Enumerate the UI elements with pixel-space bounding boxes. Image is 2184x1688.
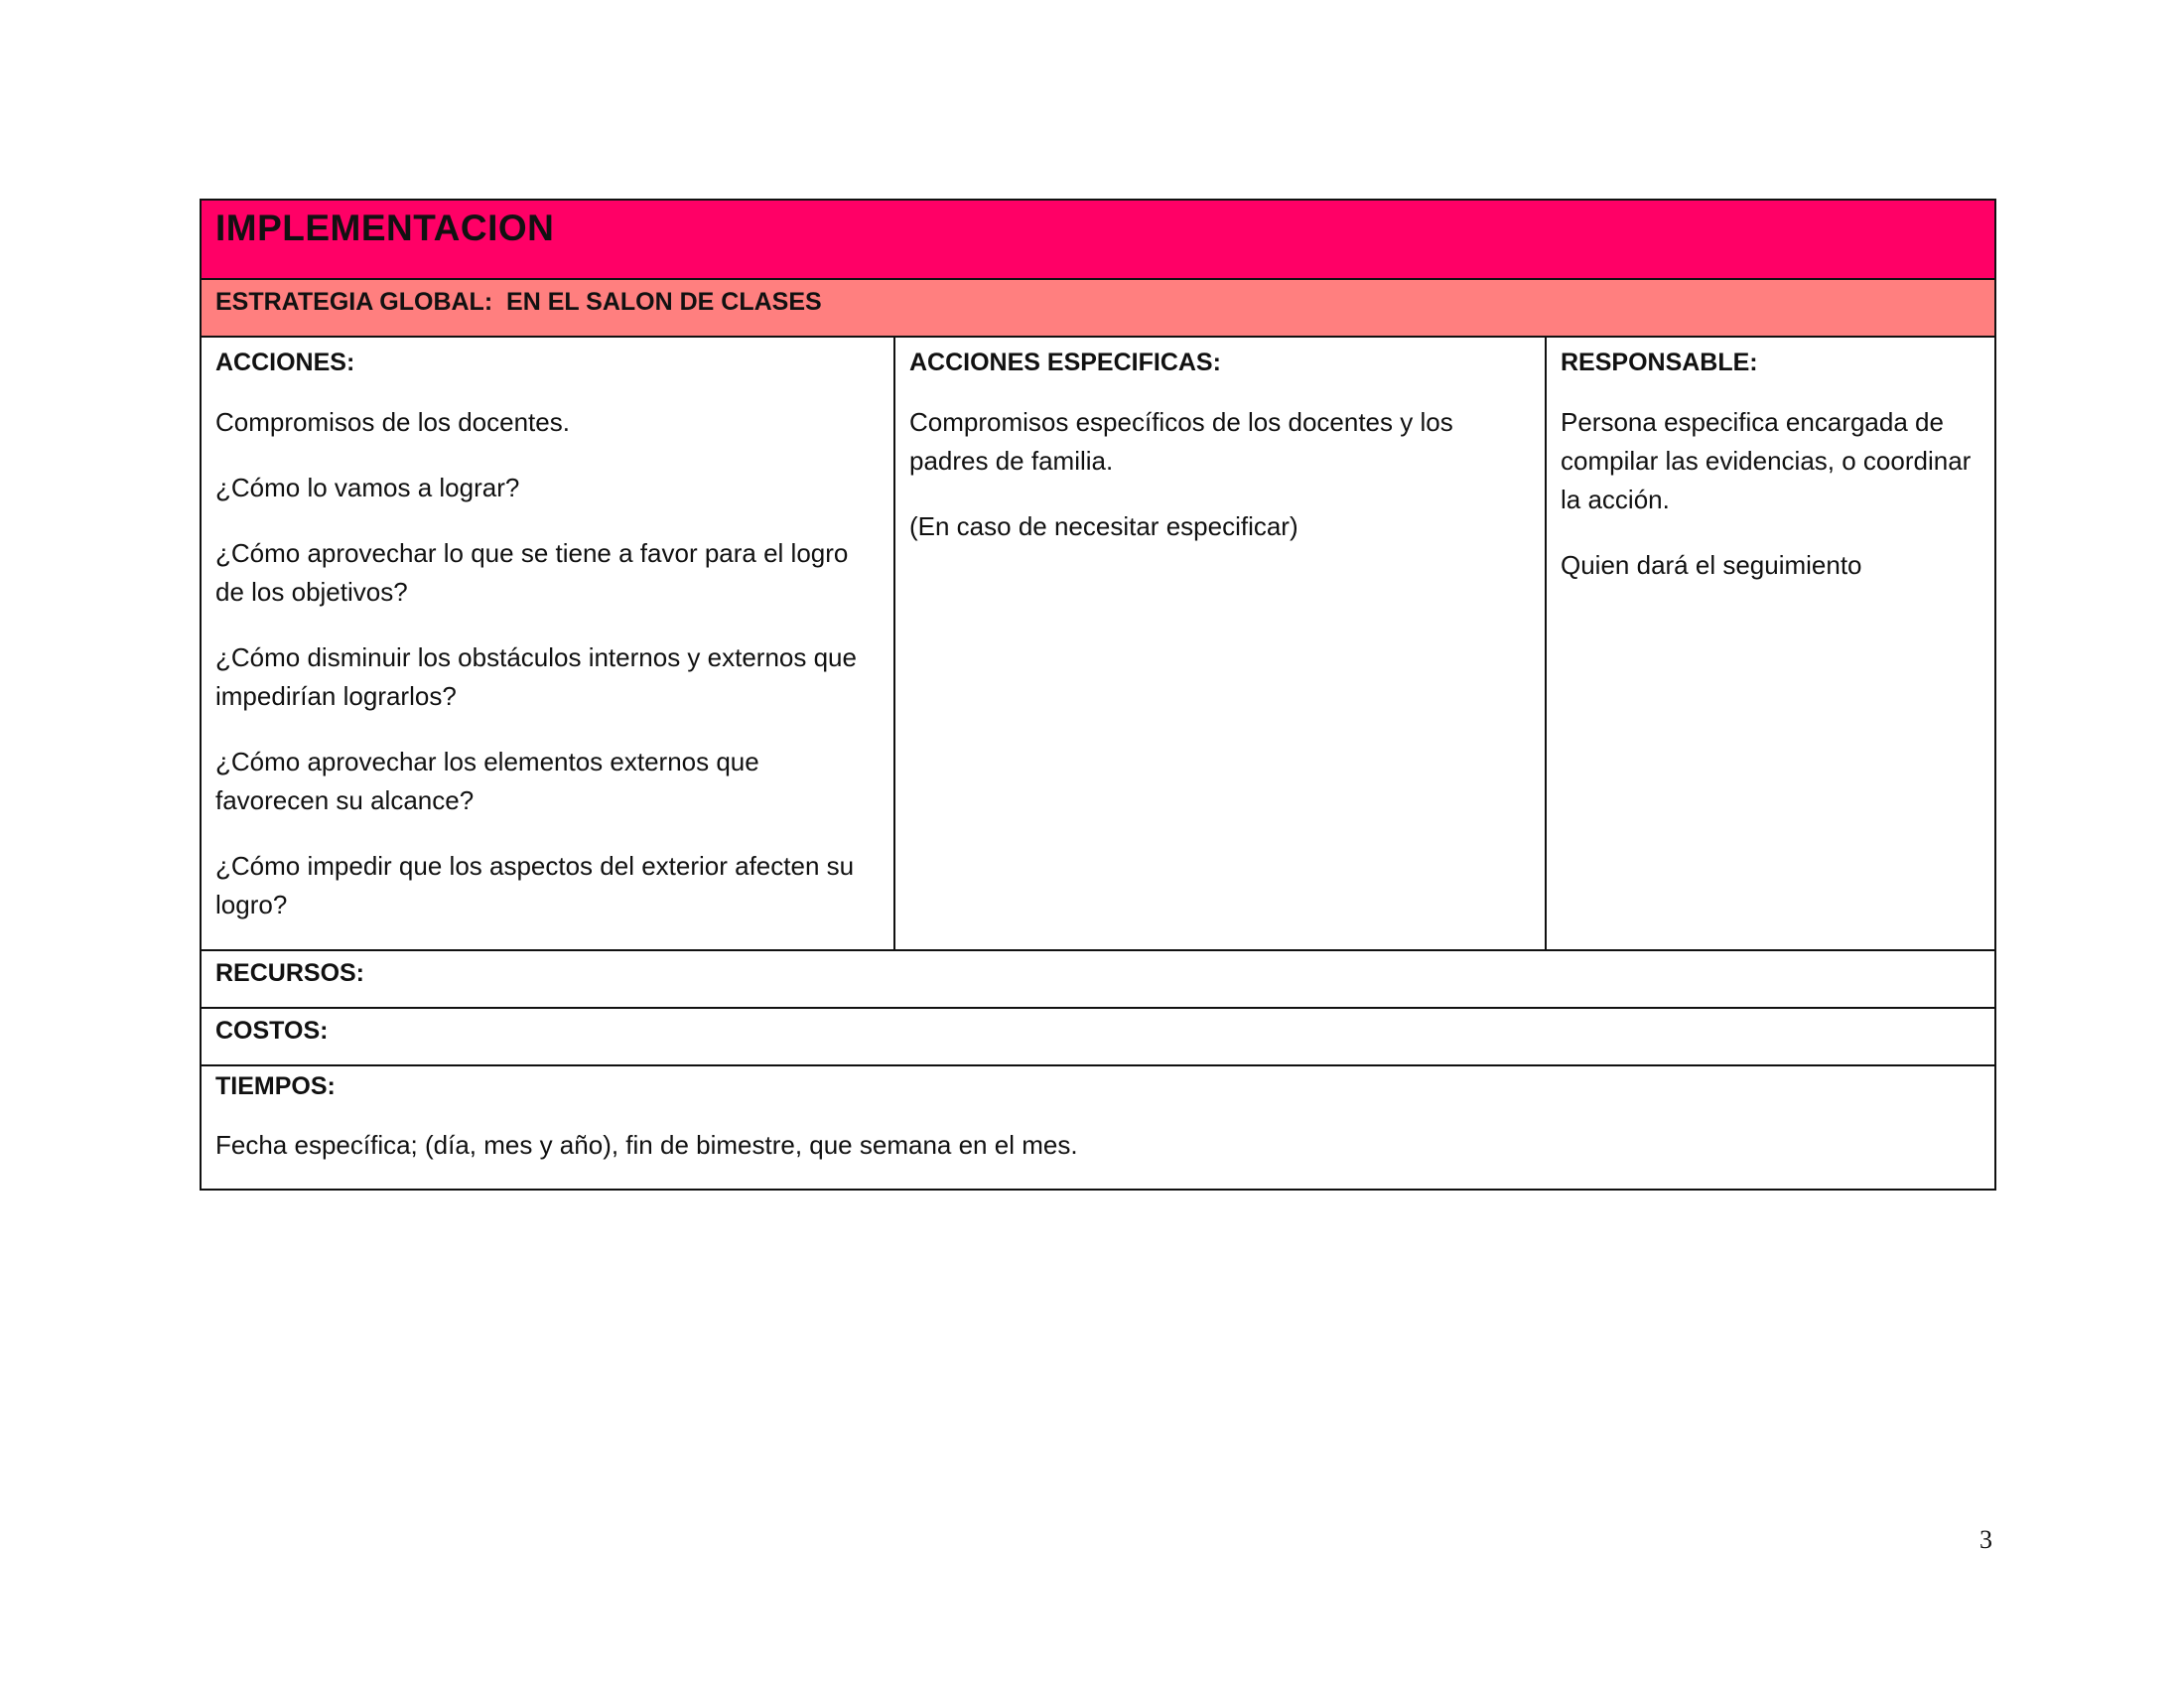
responsable-header: RESPONSABLE: (1561, 349, 1758, 376)
strategy-cell (201, 279, 1995, 337)
page-number: 3 (1979, 1525, 1992, 1554)
title-cell (201, 200, 1995, 279)
tiempos-cell (201, 1065, 1995, 1190)
acciones-paragraph: ¿Cómo impedir que los aspectos del exterior afecten su logro? (215, 851, 855, 919)
acciones-paragraph: Compromisos de los docentes. (215, 407, 570, 437)
recursos-cell (201, 950, 1995, 1008)
responsable-cell (1546, 337, 1995, 950)
acciones-header: ACCIONES: (215, 349, 355, 376)
costos-cell (201, 1008, 1995, 1065)
acciones-paragraph: ¿Cómo disminuir los obstáculos internos y externos que impedirían lograrlos? (215, 642, 857, 711)
recursos-row (201, 950, 1995, 1008)
acciones-especificas-header: ACCIONES ESPECIFICAS: (909, 349, 1221, 376)
tiempos-label: TIEMPOS: (215, 1072, 336, 1100)
section-title: IMPLEMENTACION (215, 208, 555, 248)
strategy-row (201, 279, 1995, 337)
acciones-especificas-cell (894, 337, 1546, 950)
acciones-paragraph: ¿Cómo lo vamos a lograr? (215, 473, 520, 502)
implementation-table (200, 199, 1996, 1191)
responsable-paragraph: Quien dará el seguimiento (1561, 550, 1862, 580)
acciones-paragraph: ¿Cómo aprovechar los elementos externos que favorecen su alcance? (215, 747, 759, 815)
costos-row (201, 1008, 1995, 1065)
tiempos-text: Fecha específica; (día, mes y año), fin de bimestre, que semana en el mes. (215, 1130, 1078, 1160)
strategy-heading: ESTRATEGIA GLOBAL: EN EL SALON DE CLASES (215, 288, 822, 316)
acciones-cell (201, 337, 894, 950)
actions-row (201, 337, 1995, 950)
especificas-paragraph: Compromisos específicos de los docentes y los padres de familia. (909, 407, 1453, 476)
costos-label: COSTOS: (215, 1017, 329, 1045)
tiempos-row (201, 1065, 1995, 1190)
responsable-paragraph: Persona especifica encargada de compilar las evidencias, o coordinar la acción. (1561, 407, 1972, 514)
acciones-paragraph: ¿Cómo aprovechar lo que se tiene a favor para el logro de los objetivos? (215, 538, 849, 607)
recursos-label: RECURSOS: (215, 959, 365, 987)
title-row (201, 200, 1995, 279)
especificas-paragraph: (En caso de necesitar especificar) (909, 511, 1298, 541)
